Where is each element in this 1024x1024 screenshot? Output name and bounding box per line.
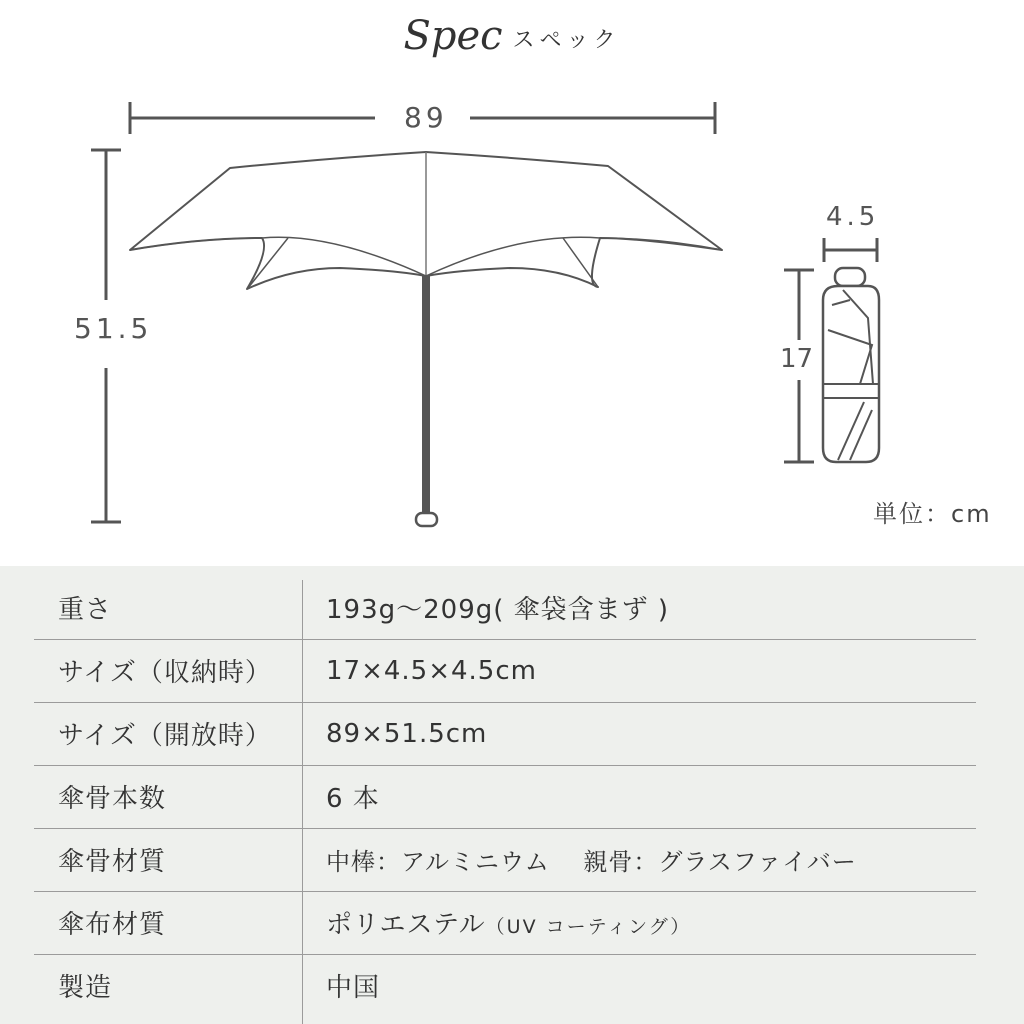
spec-label: サイズ（収納時） — [58, 658, 272, 688]
spec-label: サイズ（開放時） — [58, 721, 272, 751]
spec-value-main: ポリエステル — [326, 910, 486, 940]
folded-width-label: 4.5 — [826, 202, 880, 232]
width-label: 89 — [404, 101, 448, 134]
spec-table — [0, 566, 1024, 1024]
spec-value: 17×4.5×4.5cm — [326, 655, 537, 686]
folded-width-dimension-line — [824, 238, 877, 262]
spec-row-folded-size — [34, 639, 976, 703]
folded-umbrella-icon — [823, 268, 879, 462]
spec-script-title: Spec — [403, 13, 503, 59]
spec-row-origin — [34, 954, 976, 1017]
spec-label: 傘骨本数 — [58, 784, 167, 814]
folded-length-label: 17 — [780, 344, 814, 374]
unit-label: 単位：cm — [873, 500, 992, 528]
spec-row-weight — [34, 576, 976, 640]
spec-value-note: （UV コーティング） — [485, 916, 692, 938]
spec-label: 傘骨材質 — [58, 847, 167, 877]
spec-label: 製造 — [58, 973, 113, 1003]
spec-value — [302, 904, 691, 941]
spec-value: 中国 — [326, 973, 381, 1003]
spec-row-open-size — [34, 702, 976, 766]
spec-row-rib-material — [34, 828, 976, 892]
umbrella-canopy-icon — [130, 152, 722, 289]
spec-value: 89×51.5cm — [326, 718, 488, 749]
spec-value: 6 本 — [326, 784, 380, 814]
spec-label: 傘布材質 — [58, 910, 167, 940]
spec-row-rib-count — [34, 765, 976, 829]
spec-value: 中棒：アルミニウム 親骨：グラスファイバー — [326, 848, 857, 876]
spec-jp-title: スペック — [512, 27, 621, 53]
spec-row-fabric-material — [34, 891, 976, 955]
umbrella-handle-icon — [416, 513, 437, 526]
spec-value: 193g～209g( 傘袋含まず ) — [326, 595, 670, 625]
umbrella-shaft — [422, 276, 430, 514]
spec-label: 重さ — [58, 595, 113, 625]
height-label: 51.5 — [74, 312, 153, 345]
